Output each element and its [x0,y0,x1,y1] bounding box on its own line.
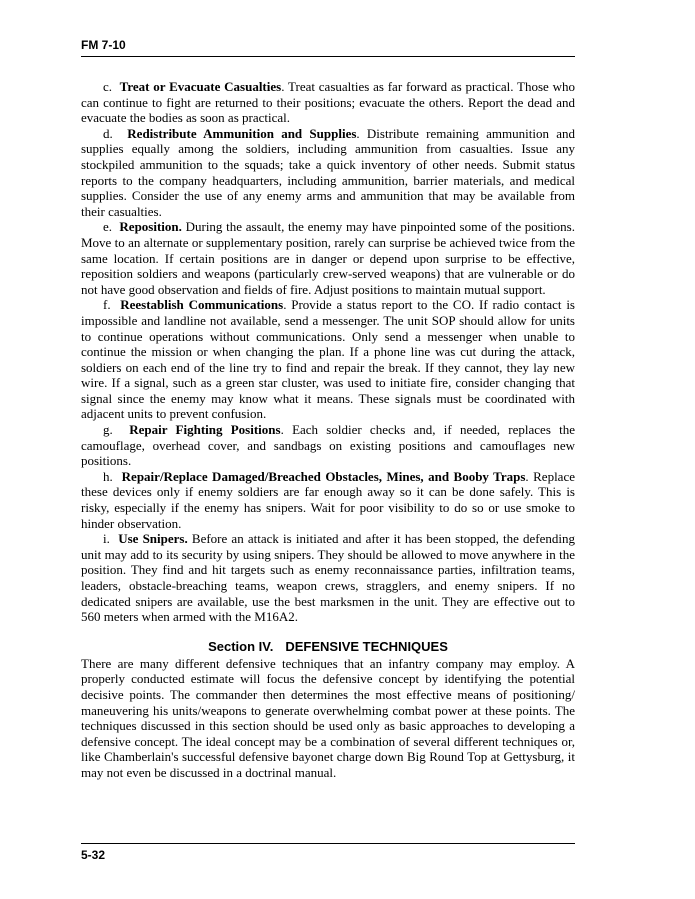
title-punct: . [280,422,284,438]
title-punct: . [525,468,529,484]
paragraph-body: Before an attack is initiated and after it has been stopped, the defending unit may add to its security by using snipers. They should be allowed to move anywhere in the position. They find and hit targets such as enemy reconnaissance parties, infiltration teams, leaders, obstacle-breaching teams, weapon crews, stragglers, and enemy snipers. If no dedicated snipers are available, use the best marksmen in the unit. They are effective out to 560 meters when armed with the M16A2. [81,531,575,625]
page-number: 5-32 [81,848,106,862]
page-content [81,79,575,781]
title-punct: . [356,125,360,141]
paragraph-treat-casualties [81,79,575,126]
paragraph-body: Each soldier checks and, if needed, replaces the camouflage, overhead cover, and sandbags on existing positions and camouflages new positions. [81,422,576,469]
paragraph-body: Distribute remaining ammunition and supplies equally among the soldiers, including ammunition from casualties. Issue any stockpiled ammunition to the squads; take a quick inventory of other needs. Submit status reports to the company headquarters, including ammunition, barrier materials, and medical supplies. Consider the use of any enemy arms and ammunition that may be available from their casualties. [81,125,575,219]
paragraph-repair-fighting-positions [81,422,575,469]
manual-header: FM 7-10 [81,38,126,52]
paragraph-title: Repair/Replace Damaged/Breached Obstacles, Mines, and Booby Traps [121,468,526,484]
paragraph-reposition [81,219,575,297]
paragraph-reestablish-communications [81,297,575,422]
title-punct: . [281,79,285,94]
section-title: DEFENSIVE TECHNIQUES [285,638,448,654]
paragraph-title: Repair Fighting Positions [129,422,281,438]
paragraph-label: i. [103,531,110,547]
paragraph-redistribute-ammunition [81,126,575,220]
paragraph-title: Reestablish Communications [120,297,284,313]
paragraph-label: f. [103,297,111,313]
paragraph-body: During the assault, the enemy may have pinpointed some of the positions. Move to an alternate or supplementary position, rarely can surprise be achieved twice from the same location. If certain positions are in danger or depend upon surprise to be effective, reposition soldiers and weapons (particularly crew-served weapons) that are vulnerable or do not have good observation and fields of fire. Adjust positions to maintain mutual support. [81,219,575,297]
paragraph-use-snipers [81,531,575,625]
header-rule [81,56,575,57]
footer-rule [81,843,575,844]
paragraph-title: Reposition. [119,219,182,235]
paragraph-body: Provide a status report to the CO. If radio contact is impossible and landline not available, send a messenger. The unit SOP should allow for units to continue operations without communications. Only send a messenger when unable to continue the mission or when changing the plan. If a phone line was cut during the attack, soldiers on each end of the line try to find and repair the break. If they cannot, they lay new wire. If a signal, such as a green star cluster, was used to initiate fire, consider changing that signal since the enemy may know what it means. These signals must be coordinated with adjacent units to prevent confusion. [81,297,575,422]
paragraph-label: h. [103,468,113,484]
paragraph-body: Replace these devices only if enemy soldiers are far enough away so it can be done safely. This is risky, especially if the enemy has snipers. Wait for poor visibility to do so or use smoke to hinder observation. [81,468,575,531]
paragraph-label: g. [103,422,113,438]
section-intro-paragraph: There are many different defensive techniques that an infantry company may employ. A properly conducted estimate will focus the defensive concept by identifying the potential decisive points. The commander then determines the most effective means of positioning/ maneuvering his units/weapons to generate overwhelming combat power at these points. The techniques discussed in this section should be used only as basic approaches to developing a defensive concept. The ideal concept may be a combination of several different techniques or, like Chamberlain's successful defensive bayonet charge down Big Round Top at Gettysburg, it may not even be discussed in a doctrinal manual. [81,655,575,780]
paragraph-repair-obstacles [81,469,575,531]
section-number: Section IV. [208,638,274,654]
paragraph-title: Treat or Evacuate Casualties [119,79,282,94]
paragraph-label: c. [103,79,113,94]
paragraph-label: d. [103,125,113,141]
title-punct: . [283,297,287,313]
paragraph-title: Use Snipers. [118,531,188,547]
section-heading [81,639,575,655]
paragraph-label: e. [103,219,113,235]
paragraph-title: Redistribute Ammunition and Supplies [127,125,357,141]
paragraph-body: Treat casualties as far forward as practical. Those who can continue to fight are returned to their positions; evacuate the others. Report the dead and evacuate the bodies as soon as practical. [81,79,576,126]
